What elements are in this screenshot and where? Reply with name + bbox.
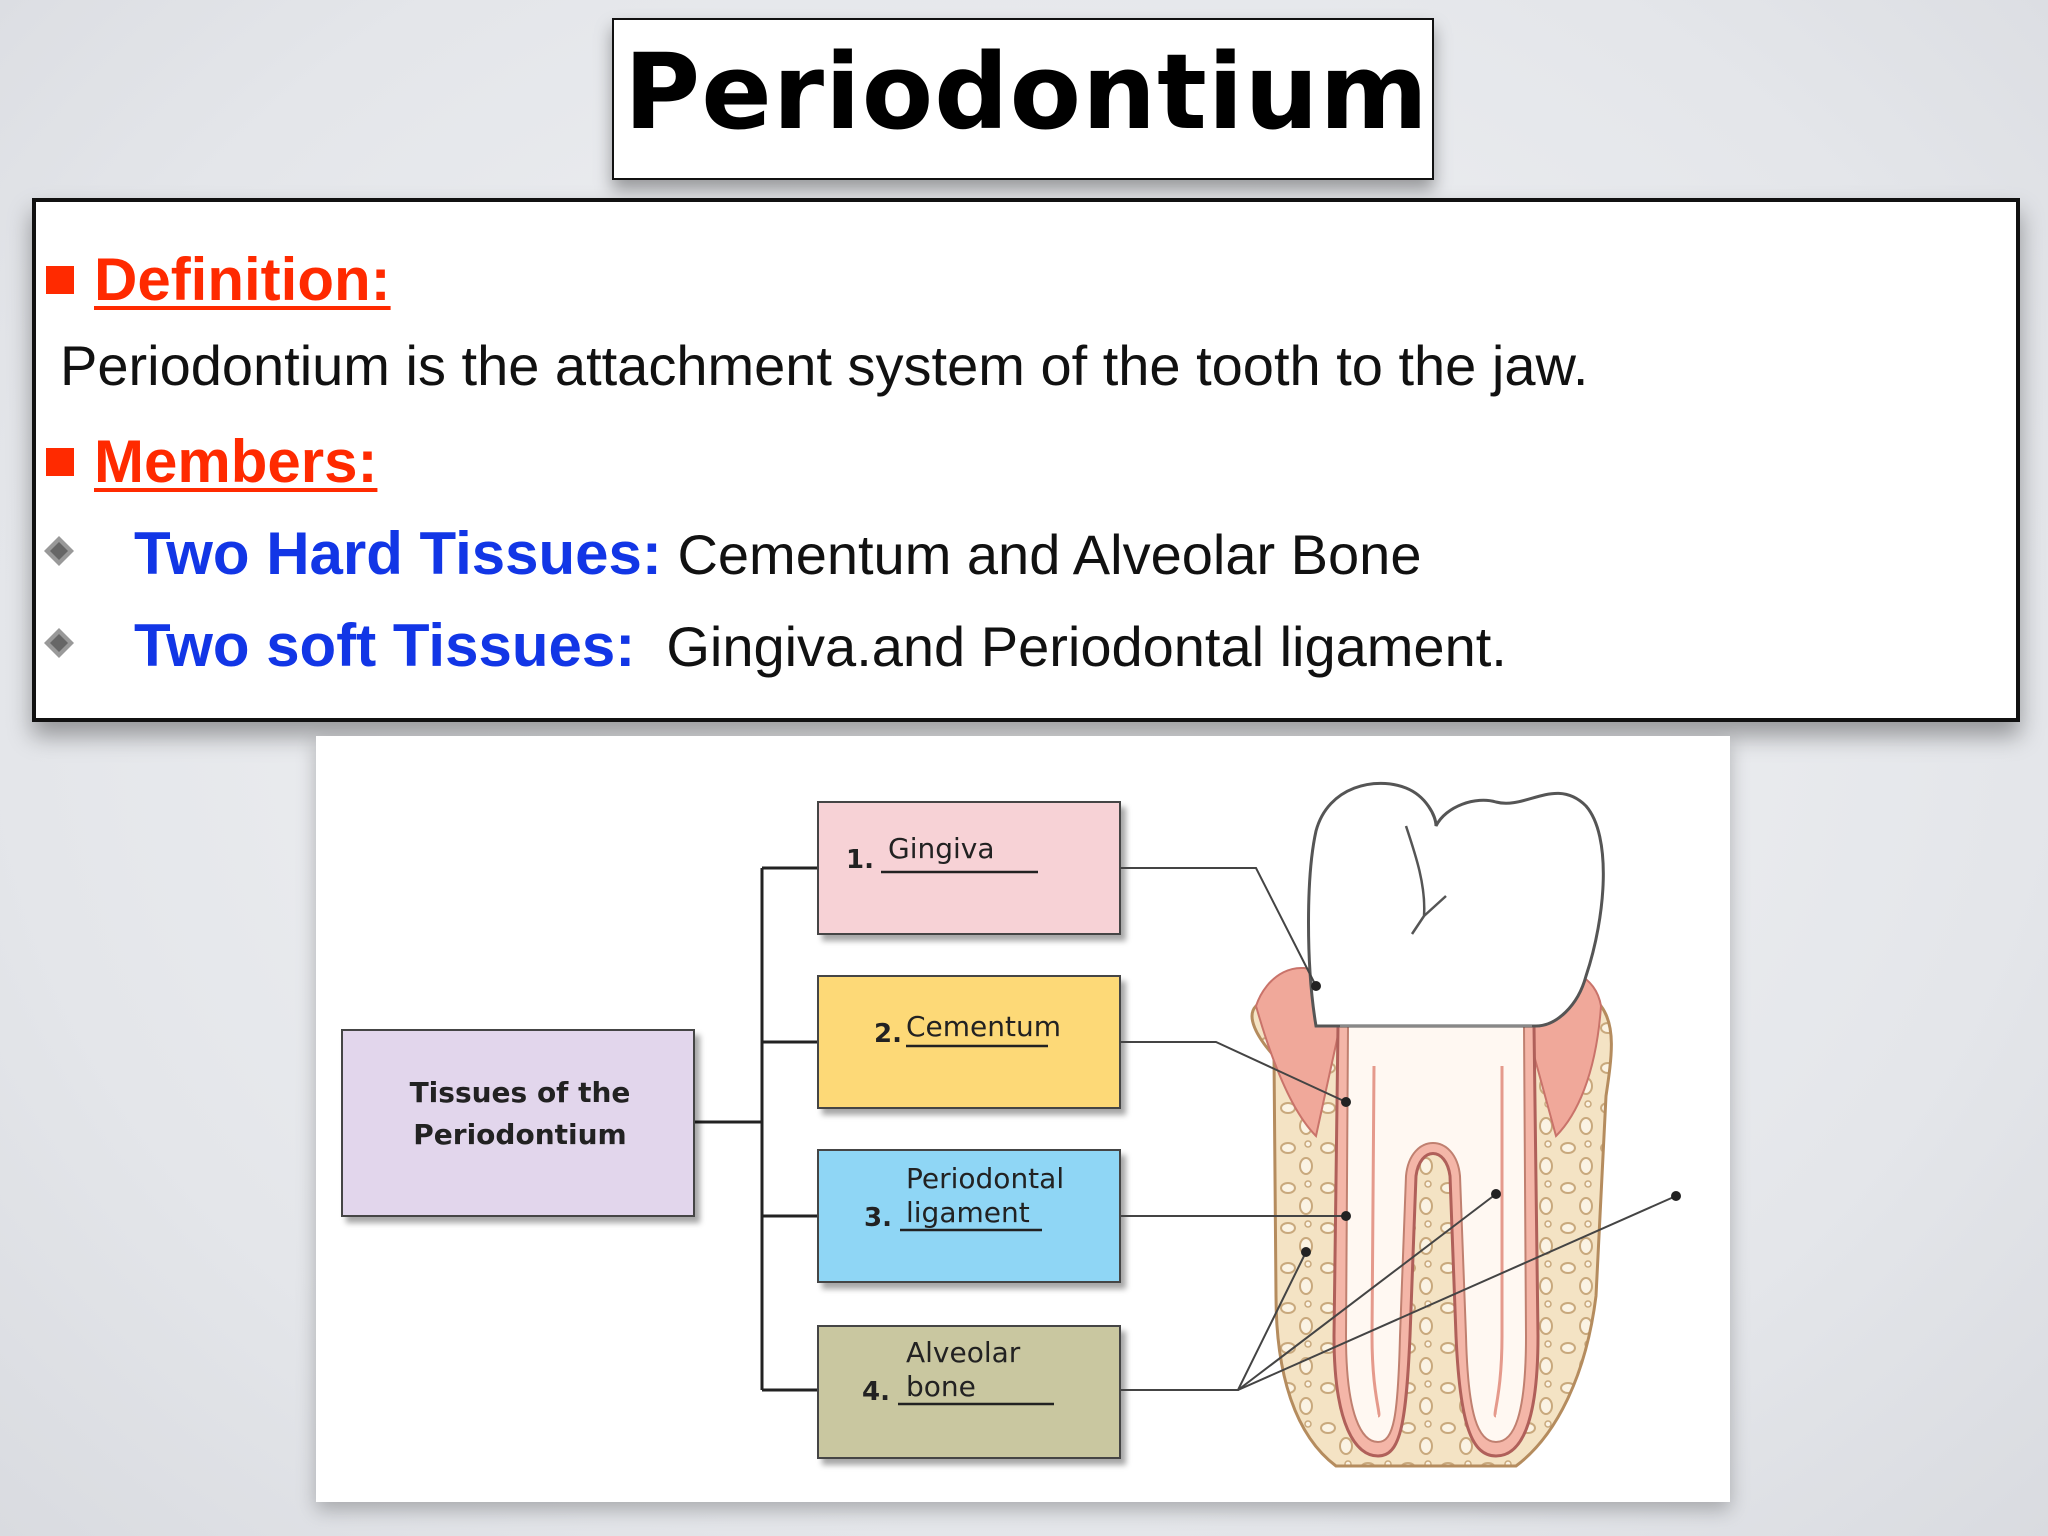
box-label: Gingiva <box>888 832 995 865</box>
diagram-svg <box>316 736 1730 1502</box>
member-item <box>134 612 1507 679</box>
definition-panel <box>32 198 2020 722</box>
box-number: 2. <box>874 1019 902 1049</box>
diamond-bullet-icon <box>42 534 76 568</box>
box-label: Cementum <box>906 1010 1062 1043</box>
connector-lines <box>694 868 818 1390</box>
member-value: Cementum and Alveolar Bone <box>677 523 1422 586</box>
member-label: Two Hard Tissues: <box>134 520 662 587</box>
root-label-line1: Tissues of the <box>409 1076 631 1109</box>
member-label: Two soft Tissues: <box>134 612 636 679</box>
box-number: 4. <box>862 1377 890 1407</box>
members-heading: Members: <box>46 432 377 492</box>
gingiva-box <box>818 802 1120 934</box>
periodontium-diagram <box>316 736 1730 1502</box>
box-label-line2: ligament <box>906 1196 1030 1229</box>
member-value: Gingiva.and Periodontal ligament. <box>666 615 1507 678</box>
box-number: 3. <box>864 1203 892 1233</box>
box-label-line2: bone <box>906 1370 976 1403</box>
title-box <box>612 18 1434 180</box>
root-box <box>342 1030 694 1216</box>
square-bullet-icon <box>46 266 74 294</box>
diamond-bullet-icon <box>42 626 76 660</box>
definition-text: Periodontium is the attachment system of the tooth to the jaw. <box>60 334 1589 397</box>
definition-heading: Definition: <box>46 250 391 310</box>
periodontal-ligament-box <box>818 1150 1120 1282</box>
crown-shape <box>1309 783 1604 1026</box>
square-bullet-icon <box>46 448 74 476</box>
cementum-box <box>818 976 1120 1108</box>
tooth-illustration <box>1252 783 1611 1466</box>
box-number: 1. <box>846 845 874 875</box>
root-label-line2: Periodontium <box>413 1118 627 1151</box>
member-item <box>134 520 1422 587</box>
box-label-line1: Alveolar <box>906 1336 1021 1369</box>
page-title: Periodontium <box>624 31 1429 153</box>
box-label-line1: Periodontal <box>906 1162 1065 1195</box>
alveolar-bone-box <box>818 1326 1120 1458</box>
